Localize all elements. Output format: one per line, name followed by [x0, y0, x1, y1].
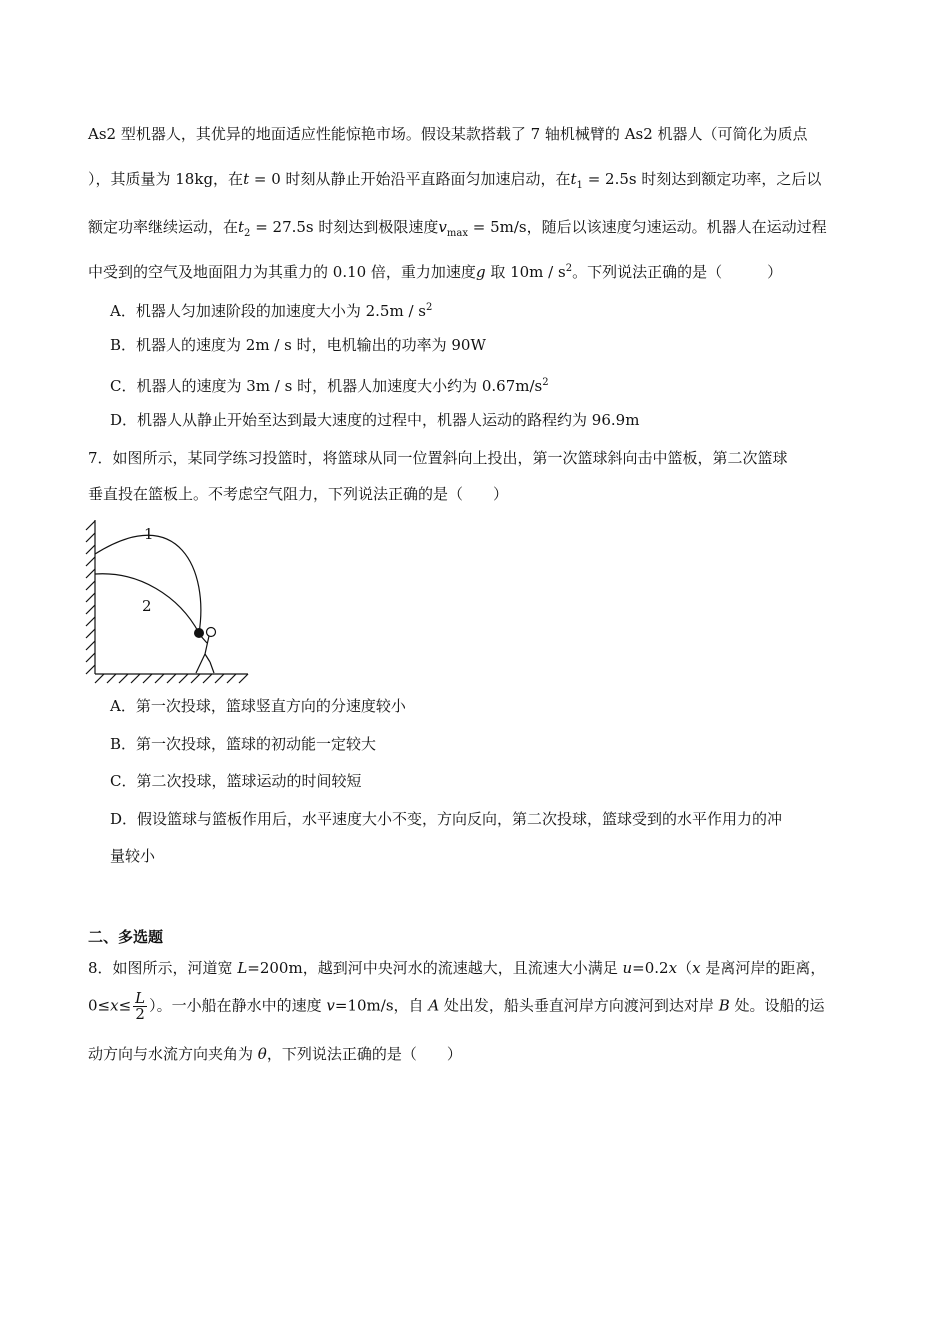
q7-option-c[interactable]: C．第二次投球，篮球运动的时间较短	[110, 772, 362, 790]
q7-option-d[interactable]: D．假设篮球与篮板作用后，水平速度大小不变，方向反向，第二次投球，篮球受到的水平作用力的冲	[110, 810, 783, 828]
trajectory-2-label: 2	[142, 597, 152, 615]
q6-option-d[interactable]: D．机器人从静止开始至达到最大速度的过程中，机器人运动的路程约为 96.9m	[110, 411, 640, 429]
q6-option-c[interactable]: C．机器人的速度为 3m / s 时，机器人加速度大小约为 $0.67m/s^2$	[110, 377, 549, 395]
q6-option-b[interactable]: B．机器人的速度为 2m / s 时，电机输出的功率为 90W	[110, 336, 486, 354]
q7-line-1: 7．如图所示，某同学练习投篮时，将篮球从同一位置斜向上投出，第一次篮球斜向击中篮板，第二次篮球	[88, 449, 788, 467]
q8-line-1: 8．如图所示，河道宽 L=200m，越到河中央河水的流速越大，且流速大小满足 u=0.2x（x 是离河岸的距离，	[88, 959, 826, 977]
q6-option-a[interactable]: A．机器人匀加速阶段的加速度大小为 $2.5m / s^2$	[110, 302, 433, 320]
q6-line-2: ），其质量为 18kg，在t = 0 时刻从静止开始沿平直路面匀加速启动，在$t_1 = 2.5s$ 时刻达到额定功率，之后以	[88, 170, 822, 191]
fraction-l-over-2: $\frac{L}{2}$	[135, 989, 146, 1023]
q7-option-d-continued: 量较小	[110, 847, 156, 865]
trajectory-1-label: 1	[144, 525, 154, 543]
q8-line-3: 动方向与水流方向夹角为 θ，下列说法正确的是（ ）	[88, 1045, 462, 1063]
section-title: 二、多选题	[88, 928, 164, 946]
player-head	[207, 628, 216, 637]
q8-line-2: 0≤x≤ $\frac{L}{2}$ ）。一小船在静水中的速度 v=10m/s，自 A 处出发，船头垂直河岸方向渡河到达对岸 B 处。设船的运	[88, 989, 825, 1023]
q6-line-3: 额定功率继续运动，在$t_2 = 27.5s$ 时刻达到极限速度$v_{max} = 5m/s$，随后以该速度匀速运动。机器人在运动过程	[88, 218, 827, 239]
basketball	[194, 628, 204, 638]
q6-line-4: 中受到的空气及地面阻力为其重力的 0.10 倍，重力加速度g 取 $10m / s^2$。下列说法正确的是（ ）	[88, 263, 783, 281]
q7-option-a[interactable]: A．第一次投球，篮球竖直方向的分速度较小	[110, 697, 406, 715]
q7-line-2: 垂直投在篮板上。不考虑空气阻力，下列说法正确的是（ ）	[88, 485, 509, 503]
q6-line-1: As2 型机器人，其优异的地面适应性能惊艳市场。假设某款搭载了 7 轴机械臂的 As2 机器人（可简化为质点	[88, 125, 808, 143]
basketball-trajectory-figure	[84, 516, 254, 684]
q7-option-b[interactable]: B．第一次投球，篮球的初动能一定较大	[110, 735, 377, 753]
